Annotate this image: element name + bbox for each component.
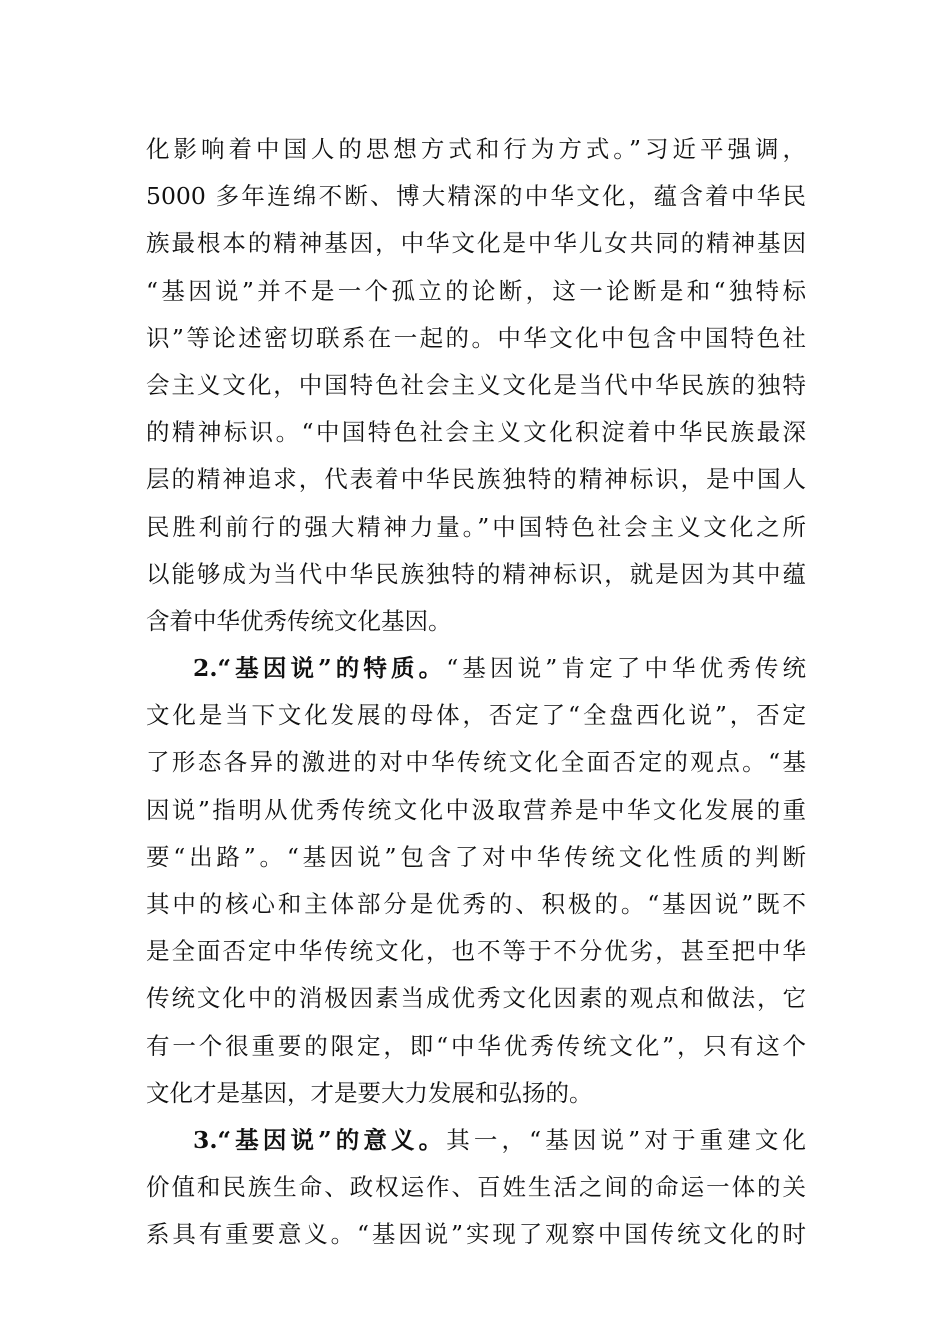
section-3-first-line-text: 其一，“基因说”对于重建文化 bbox=[446, 1125, 806, 1154]
text-line: 系具有重要意义。“基因说”实现了观察中国传统文化的时 bbox=[146, 1220, 806, 1249]
text-line: 的精神标识。“中国特色社会主义文化积淀着中华民族最深 bbox=[146, 418, 806, 447]
text-line: 文化才是基因，才是要大力发展和弘扬的。 bbox=[146, 1078, 593, 1107]
text-line: 了形态各异的激进的对中华传统文化全面否定的观点。“基 bbox=[146, 748, 806, 777]
text-line: 族最根本的精神基因，中华文化是中华儿女共同的精神基因 bbox=[146, 229, 806, 258]
section-3-first-line bbox=[146, 1117, 806, 1164]
text-line: 因说”指明从优秀传统文化中汲取营养是中华文化发展的重 bbox=[146, 795, 806, 824]
text-line: 以能够成为当代中华民族独特的精神标识，就是因为其中蕴 bbox=[146, 559, 806, 588]
text-line: 要“出路”。“基因说”包含了对中华传统文化性质的判断 bbox=[146, 842, 806, 871]
text-line: 传统文化中的消极因素当成优秀文化因素的观点和做法，它 bbox=[146, 984, 806, 1013]
text-line: 有一个很重要的限定，即“中华优秀传统文化”，只有这个 bbox=[146, 1031, 806, 1060]
text-line: 5000 多年连绵不断、博大精深的中华文化，蕴含着中华民 bbox=[146, 182, 806, 211]
text-line: 含着中华优秀传统文化基因。 bbox=[146, 606, 452, 635]
text-line: 是全面否定中华传统文化，也不等于不分优劣，甚至把中华 bbox=[146, 937, 806, 966]
text-line: 民胜利前行的强大精神力量。”中国特色社会主义文化之所 bbox=[146, 512, 806, 541]
text-line: 层的精神追求，代表着中华民族独特的精神标识，是中国人 bbox=[146, 465, 806, 494]
text-line: 会主义文化，中国特色社会主义文化是当代中华民族的独特 bbox=[146, 370, 806, 399]
section-2-first-line-text: “基因说”肯定了中华优秀传统 bbox=[446, 654, 806, 683]
text-line: 其中的核心和主体部分是优秀的、积极的。“基因说”既不 bbox=[146, 890, 806, 918]
section-2-first-line bbox=[146, 645, 806, 692]
text-line: “基因说”并不是一个孤立的论断，这一论断是和“独特标 bbox=[146, 276, 806, 305]
text-line: 识”等论述密切联系在一起的。中华文化中包含中国特色社 bbox=[146, 323, 806, 352]
text-line: 化影响着中国人的思想方式和行为方式。”习近平强调， bbox=[146, 135, 806, 163]
text-line: 价值和民族生命、政权运作、百姓生活之间的命运一体的关 bbox=[146, 1173, 806, 1202]
text-line: 文化是当下文化发展的母体，否定了“全盘西化说”，否定 bbox=[146, 701, 806, 730]
section-2-heading: 2.“基因说”的特质。 bbox=[193, 654, 447, 683]
section-3-heading: 3.“基因说”的意义。 bbox=[193, 1125, 447, 1154]
document-body bbox=[146, 126, 806, 1259]
